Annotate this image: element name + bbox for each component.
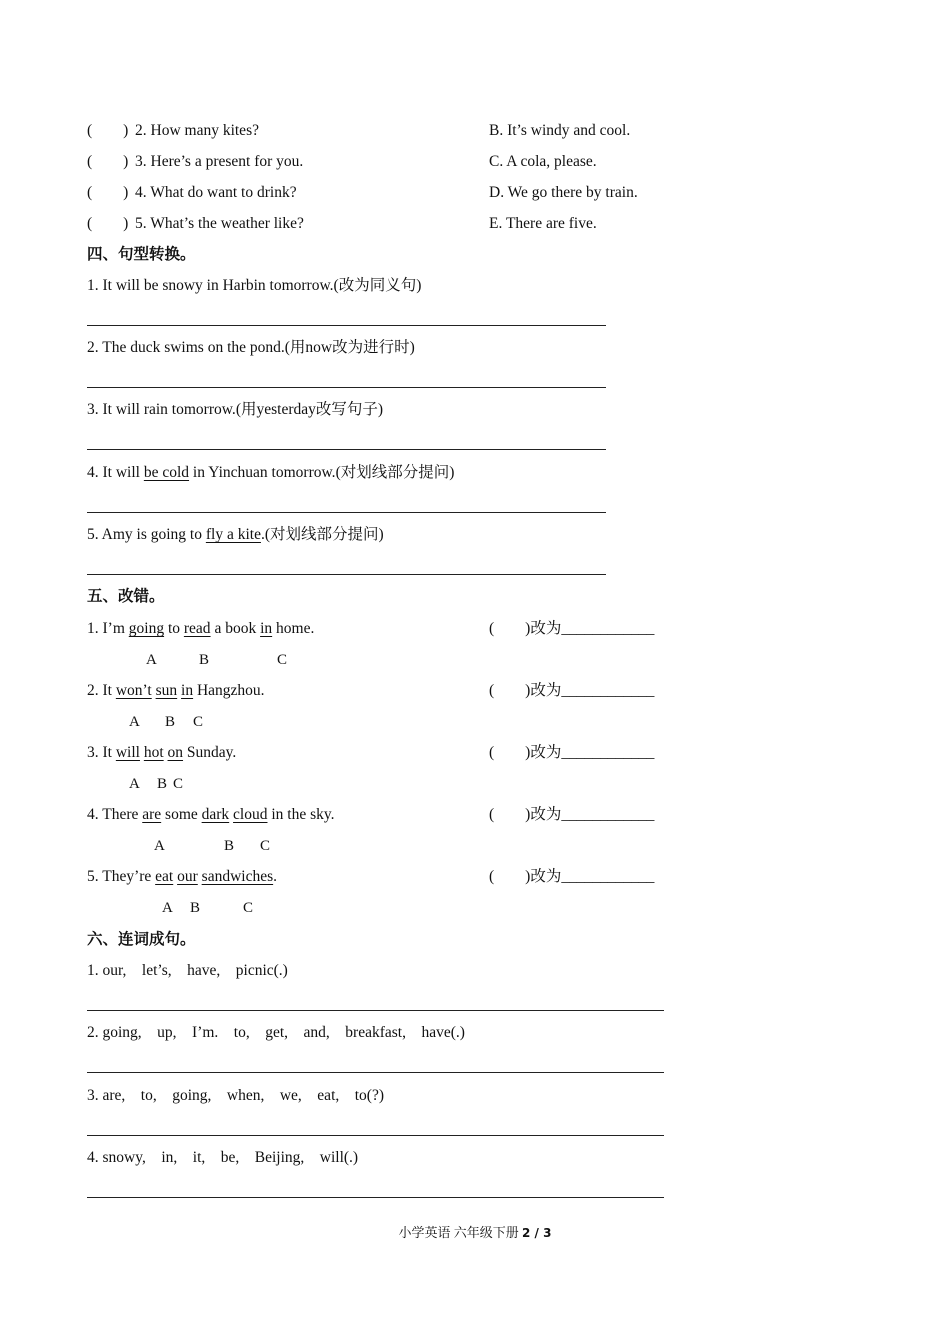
section-4-item-5: 5. Amy is going to fly a kite.(对划线部分提问) bbox=[87, 526, 384, 543]
option-letter: B bbox=[190, 900, 201, 916]
option-letter: B bbox=[199, 652, 210, 668]
section-5-title: 五、改错。 bbox=[87, 588, 165, 605]
matching-row-2-paren: ( ) bbox=[87, 122, 129, 139]
answer-line[interactable] bbox=[87, 387, 606, 388]
answer-line[interactable] bbox=[87, 449, 606, 450]
section-5-item-2: 2. It won’t sun in Hangzhou. bbox=[87, 682, 265, 699]
option-letter: A bbox=[154, 838, 165, 854]
section-4-item-4: 4. It will be cold in Yinchuan tomorrow.(对划线部分提问) bbox=[87, 464, 455, 481]
matching-row-4-question: 4. What do want to drink? bbox=[135, 184, 297, 201]
option-letter: C bbox=[243, 900, 254, 916]
section-5-item-3: 3. It will hot on Sunday. bbox=[87, 744, 237, 761]
section-4-title: 四、句型转换。 bbox=[87, 246, 196, 263]
option-letter: B bbox=[165, 714, 176, 730]
section-5-item-5: 5. They’re eat our sandwiches. bbox=[87, 868, 277, 885]
correction-answer-1[interactable]: ( )改为____________ bbox=[489, 620, 655, 637]
answer-line[interactable] bbox=[87, 325, 606, 326]
section-6-item-4: 4. snowy, in, it, be, Beijing, will(.) bbox=[87, 1149, 359, 1166]
correction-answer-5[interactable]: ( )改为____________ bbox=[489, 868, 655, 885]
answer-line[interactable] bbox=[87, 574, 606, 575]
correction-answer-4[interactable]: ( )改为____________ bbox=[489, 806, 655, 823]
section-6-item-1: 1. our, let’s, have, picnic(.) bbox=[87, 962, 288, 979]
matching-row-5-paren: ( ) bbox=[87, 215, 129, 232]
matching-row-4-answer: D. We go there by train. bbox=[489, 184, 638, 201]
option-letter: B bbox=[224, 838, 235, 854]
matching-row-2-question: 2. How many kites? bbox=[135, 122, 259, 139]
correction-answer-2[interactable]: ( )改为____________ bbox=[489, 682, 655, 699]
page-footer bbox=[0, 1224, 950, 1242]
option-letter: C bbox=[193, 714, 204, 730]
matching-row-4-paren: ( ) bbox=[87, 184, 129, 201]
section-6-item-3: 3. are, to, going, when, we, eat, to(?) bbox=[87, 1087, 385, 1104]
matching-row-3-question: 3. Here’s a present for you. bbox=[135, 153, 304, 170]
option-letter: B bbox=[157, 776, 168, 792]
section-4-item-2: 2. The duck swims on the pond.(用now改为进行时) bbox=[87, 339, 415, 356]
section-4-item-3: 3. It will rain tomorrow.(用yesterday改写句子) bbox=[87, 401, 384, 418]
option-letter: A bbox=[146, 652, 157, 668]
section-6-item-2: 2. going, up, I’m. to, get, and, breakfast, have(.) bbox=[87, 1024, 465, 1041]
section-5-item-1: 1. I’m going to read a book in home. bbox=[87, 620, 315, 637]
option-letter: C bbox=[277, 652, 288, 668]
option-letter: A bbox=[129, 776, 140, 792]
option-letter: C bbox=[173, 776, 184, 792]
option-letter: A bbox=[162, 900, 173, 916]
matching-row-3-paren: ( ) bbox=[87, 153, 129, 170]
option-letter: A bbox=[129, 714, 140, 730]
answer-line[interactable] bbox=[87, 1072, 664, 1073]
matching-row-5-question: 5. What’s the weather like? bbox=[135, 215, 304, 232]
section-4-item-1: 1. It will be snowy in Harbin tomorrow.(改为同义句) bbox=[87, 277, 422, 294]
footer-text: 小学英语 六年级下册 bbox=[398, 1225, 519, 1240]
option-letter: C bbox=[260, 838, 271, 854]
section-6-title: 六、连词成句。 bbox=[87, 931, 196, 948]
matching-row-3-answer: C. A cola, please. bbox=[489, 153, 597, 170]
answer-line[interactable] bbox=[87, 1010, 664, 1011]
section-5-item-4: 4. There are some dark cloud in the sky. bbox=[87, 806, 335, 823]
correction-answer-3[interactable]: ( )改为____________ bbox=[489, 744, 655, 761]
answer-line[interactable] bbox=[87, 512, 606, 513]
answer-line[interactable] bbox=[87, 1197, 664, 1198]
matching-row-5-answer: E. There are five. bbox=[489, 215, 597, 232]
page-number: 2 / 3 bbox=[522, 1226, 552, 1240]
matching-row-2-answer: B. It’s windy and cool. bbox=[489, 122, 631, 139]
answer-line[interactable] bbox=[87, 1135, 664, 1136]
